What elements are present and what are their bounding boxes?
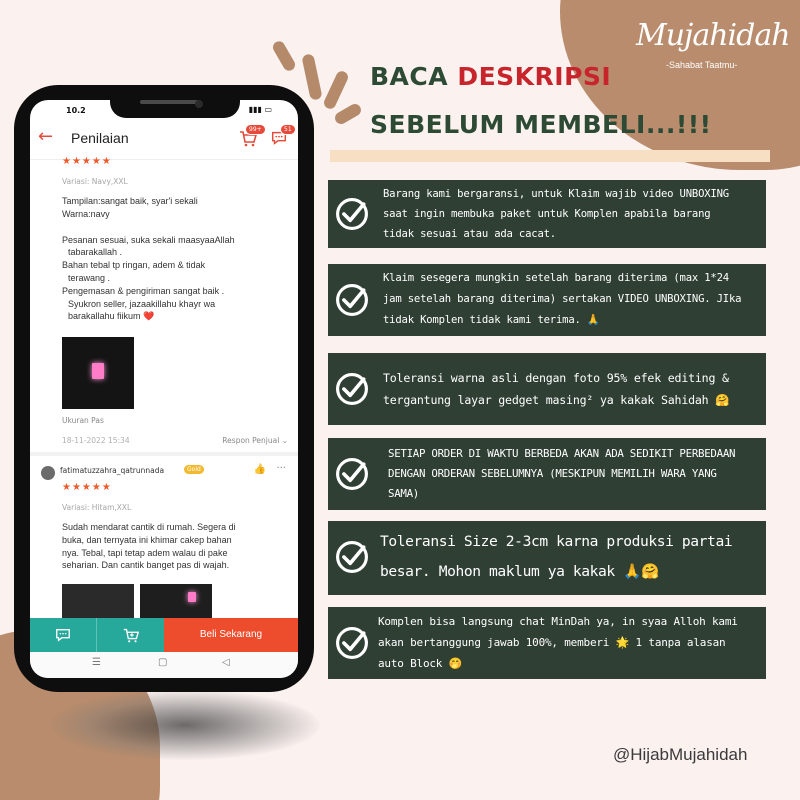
phone-speaker	[140, 100, 200, 104]
review-photo[interactable]	[140, 584, 212, 620]
review-line: Bahan tebal tp ringan, adem & tidak	[62, 260, 206, 271]
check-circle-icon	[334, 456, 370, 492]
home-nav-icon[interactable]: ▢	[158, 657, 168, 668]
review-line: barakallahu fiikum	[68, 311, 141, 322]
phone-shadow	[50, 690, 320, 760]
chat-bubble-icon	[54, 627, 72, 643]
decor-dash	[322, 69, 350, 110]
brand-logo	[636, 18, 790, 70]
avatar	[41, 466, 55, 480]
review-text	[62, 195, 284, 323]
android-nav-bar	[30, 652, 298, 678]
check-circle-icon	[334, 196, 370, 232]
info-card-3	[328, 353, 766, 425]
review-divider	[30, 452, 298, 456]
review-photo[interactable]	[62, 584, 134, 620]
review-line: Pengemasan & pengiriman sangat baik .	[62, 285, 225, 296]
heart-emoji: ❤️	[143, 311, 155, 322]
review-text	[62, 521, 284, 572]
info-card-text: Toleransi warna asli dengan foto 95% efek editing & tergantung layar gedget masing² ya kakak Sahidah 🤗	[383, 371, 730, 407]
photo-tag	[188, 592, 196, 602]
more-options-icon[interactable]: ···	[276, 463, 286, 474]
review-line: nya. Tebal, tapi tetap adem walau di pake	[62, 547, 228, 558]
review-stars: ★★★★★	[62, 156, 112, 167]
app-header	[30, 120, 298, 160]
seller-response-link[interactable]: Respon Penjual ⌄	[222, 436, 288, 445]
like-icon[interactable]: 👍	[253, 464, 266, 475]
status-battery-icon: ▮▮▮ ▭	[248, 105, 272, 114]
headline-text-baca: BACA	[370, 62, 458, 91]
info-card-text: Barang kami bergaransi, untuk Klaim wajib video UNBOXING saat ingin membuka paket untuk Komplen apabila barang tidak sesuai atau ada cacat.	[383, 188, 729, 240]
headline-text-deskripsi: DESKRIPSI	[457, 62, 612, 91]
review-line: Pesanan sesuai, suka sekali maasyaaAllah	[62, 234, 235, 245]
review-line: terawang .	[68, 272, 111, 283]
review-line: seharian. Dan cantik banget pas di wajah.	[62, 560, 230, 571]
info-card-4	[328, 438, 766, 510]
review-date: 18-11-2022 15:34	[62, 436, 130, 445]
brand-name: Mujahidah	[636, 18, 790, 53]
brand-tagline: -Sahabat Taatmu-	[666, 60, 738, 70]
photo-tag	[92, 363, 104, 379]
page-title: Penilaian	[71, 130, 129, 146]
review-variation: Variasi: Navy,XXL	[62, 177, 128, 186]
add-cart-icon	[122, 626, 140, 644]
review-stars: ★★★★★	[62, 482, 112, 493]
phone-camera	[195, 100, 203, 108]
gold-badge: Gold	[184, 465, 204, 474]
phone-screen	[30, 100, 298, 678]
review-line: buka, dan ternyata ini khimar cakep bahan	[62, 534, 232, 545]
status-time: 10.2	[66, 106, 86, 115]
info-card-1	[328, 180, 766, 248]
decor-dash	[301, 53, 322, 100]
info-card-text: SETIAP ORDER DI WAKTU BERBEDA AKAN ADA SEDIKIT PERBEDAAN DENGAN ORDERAN SEBELUMNYA (MESKIPUN MEMILIH WARA YANG SAMA)	[388, 447, 736, 500]
social-handle: @HijabMujahidah	[613, 745, 748, 764]
info-card-2	[328, 264, 766, 336]
info-card-5	[328, 521, 766, 595]
back-arrow-icon[interactable]: ←	[38, 126, 54, 147]
check-circle-icon	[334, 371, 370, 407]
check-circle-icon	[334, 539, 370, 575]
headline-underline-strip	[330, 150, 770, 162]
cart-badge: 99+	[245, 124, 266, 135]
review-variation: Variasi: Hitam,XXL	[62, 503, 132, 512]
headline-line-2: SEBELUM MEMBELI...!!!	[370, 110, 712, 139]
decor-dash	[333, 102, 363, 126]
review-line: Warna:navy	[62, 208, 110, 219]
size-label: Ukuran Pas	[62, 416, 104, 425]
chat-seller-button[interactable]	[30, 618, 96, 652]
review-line: Sudah mendarat cantik di rumah. Segera di	[62, 522, 236, 532]
seller-response-label: Respon Penjual	[222, 436, 280, 445]
chat-badge: 51	[280, 124, 296, 135]
menu-nav-icon[interactable]: ☰	[92, 657, 101, 668]
info-card-6	[328, 607, 766, 679]
review-line	[62, 221, 284, 234]
review-line: Syukron seller, jazaakillahu khayr wa	[68, 298, 216, 309]
buy-now-button[interactable]: Beli Sekarang	[164, 618, 298, 652]
review-line: tabarakallah .	[68, 247, 123, 258]
review-line: Tampilan:sangat baik, syar'i sekali	[62, 196, 198, 206]
info-card-text: Toleransi Size 2-3cm karna produksi partai besar. Mohon maklum ya kakak 🙏🤗	[380, 533, 733, 580]
review-photo[interactable]	[62, 337, 134, 409]
info-card-text: Klaim sesegera mungkin setelah barang diterima (max 1*24 jam setelah barang diterima) sertakan VIDEO UNBOXING. JIka tidak Komplen tidak kami terima. 🙏	[383, 272, 742, 326]
back-nav-icon[interactable]: ◁	[222, 657, 230, 668]
bottom-action-bar	[30, 618, 298, 652]
check-circle-icon	[334, 282, 370, 318]
headline-line-1	[370, 62, 611, 91]
info-card-text: Komplen bisa langsung chat MinDah ya, in syaa Alloh kami akan bertanggung jawab 100%, memberi 🌟 1 tanpa alasan auto Block 🤭	[378, 615, 738, 670]
check-circle-icon	[334, 625, 370, 661]
add-to-cart-button[interactable]	[96, 618, 164, 652]
reviewer-username: fatimatuzzahra_qatrunnada	[60, 466, 165, 475]
decor-dash	[271, 39, 297, 73]
